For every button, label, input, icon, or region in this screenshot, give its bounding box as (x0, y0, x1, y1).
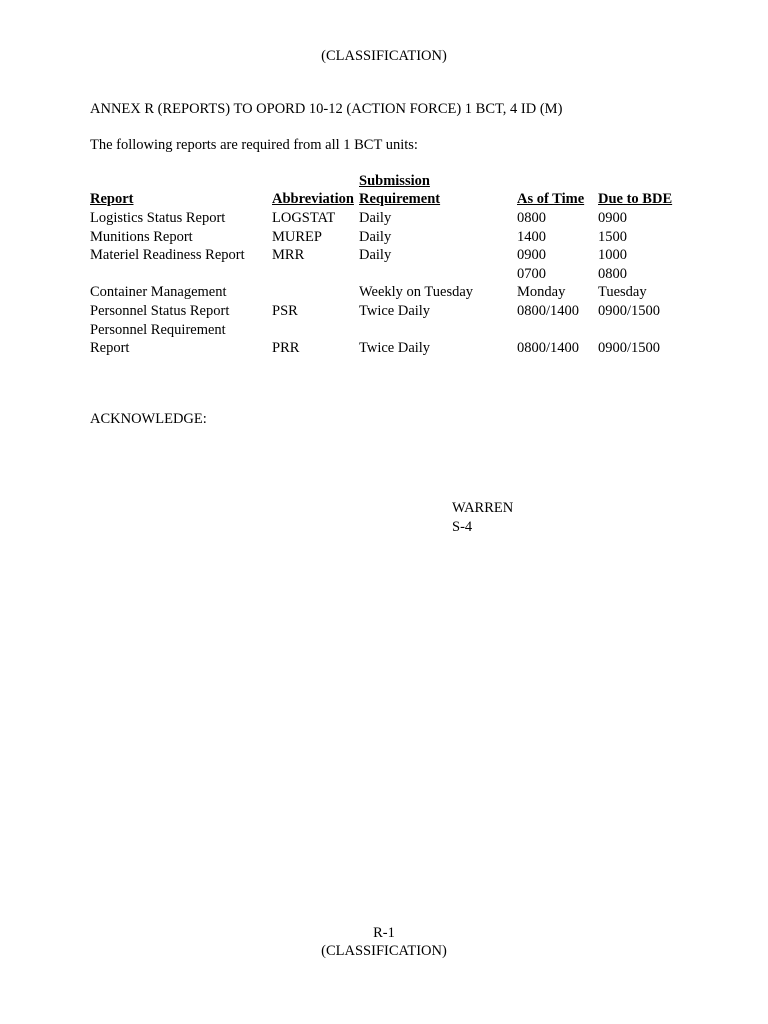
cell-due: 0900/1500 (598, 303, 661, 319)
cell-as-of: 1400 (517, 229, 546, 245)
cell-abbreviation: PRR (272, 340, 300, 356)
cell-report: Personnel Status Report (90, 303, 230, 319)
cell-as-of: 0800/1400 (517, 303, 580, 319)
intro-text: The following reports are required from all 1 BCT units: (90, 137, 418, 153)
cell-due: 1500 (598, 229, 627, 245)
cell-submission: Weekly on Tuesday (359, 284, 474, 300)
header-classification: (CLASSIFICATION) (321, 48, 447, 64)
header-submission-line2: Requirement (359, 191, 441, 207)
cell-report: Munitions Report (90, 229, 193, 245)
annex-title: ANNEX R (REPORTS) TO OPORD 10-12 (ACTION FORCE) 1 BCT, 4 ID (M) (90, 101, 563, 117)
signature-name: WARREN (452, 500, 514, 516)
cell-abbreviation: PSR (272, 303, 298, 319)
header-abbreviation: Abbreviation (272, 191, 354, 207)
cell-abbreviation: MUREP (272, 229, 322, 245)
cell-submission: Daily (359, 247, 392, 263)
cell-abbreviation: LOGSTAT (272, 210, 336, 226)
signature-title: S-4 (452, 519, 473, 535)
page-number: R-1 (373, 925, 395, 941)
cell-as-of: 0800 (517, 210, 546, 226)
cell-report: Container Management (90, 284, 227, 300)
acknowledge-text: ACKNOWLEDGE: (90, 411, 207, 427)
cell-due: Tuesday (598, 284, 647, 300)
footer-classification: (CLASSIFICATION) (321, 943, 447, 959)
cell-report: Report (90, 340, 130, 356)
cell-report: Personnel Requirement (90, 322, 226, 338)
cell-as-of: 0800/1400 (517, 340, 580, 356)
cell-due: 0800 (598, 266, 627, 282)
cell-abbreviation: MRR (272, 247, 305, 263)
cell-due: 0900 (598, 210, 627, 226)
cell-submission: Daily (359, 229, 392, 245)
cell-as-of: 0900 (517, 247, 546, 263)
cell-report: Materiel Readiness Report (90, 247, 245, 263)
header-due-to-bde: Due to BDE (598, 191, 673, 207)
header-report: Report (90, 191, 134, 207)
cell-submission: Twice Daily (359, 340, 431, 356)
cell-submission: Twice Daily (359, 303, 431, 319)
cell-as-of: 0700 (517, 266, 546, 282)
cell-report: Logistics Status Report (90, 210, 226, 226)
header-submission-line1: Submission (359, 173, 430, 189)
cell-submission: Daily (359, 210, 392, 226)
cell-due: 0900/1500 (598, 340, 661, 356)
header-as-of-time: As of Time (517, 191, 585, 207)
cell-as-of: Monday (517, 284, 566, 300)
cell-due: 1000 (598, 247, 627, 263)
